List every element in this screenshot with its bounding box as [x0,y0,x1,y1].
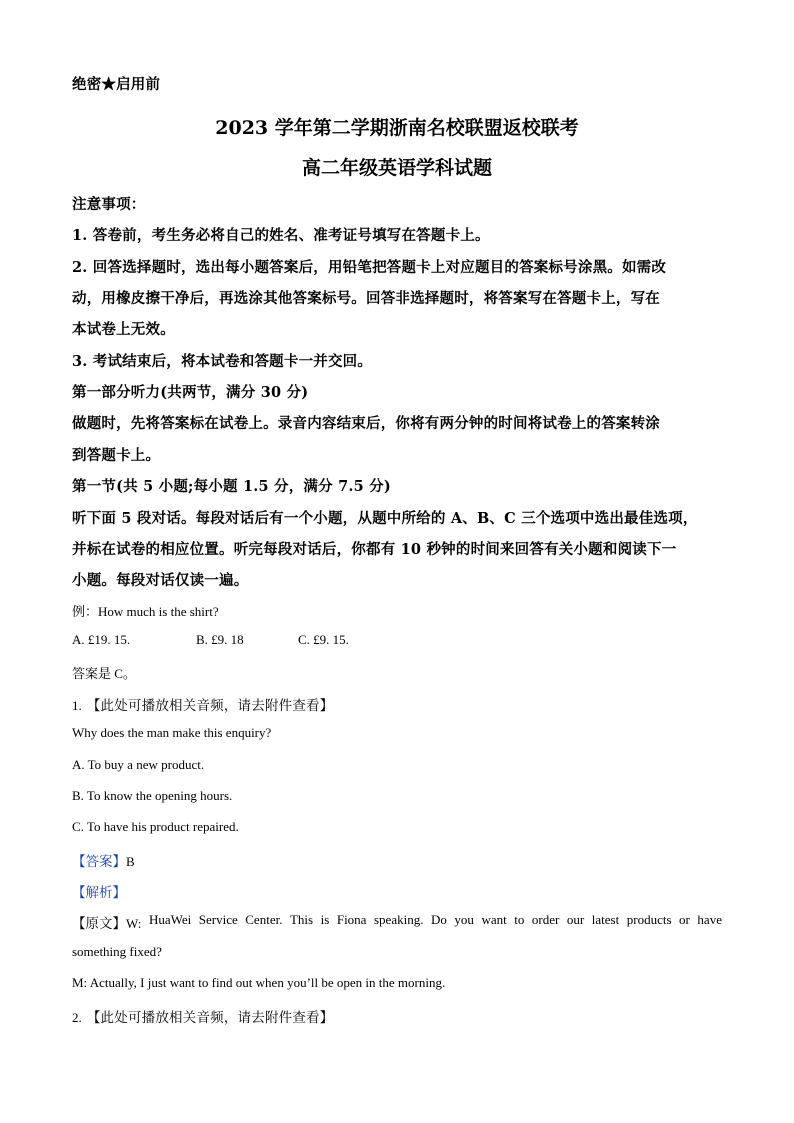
directions-line-3: 小题。每段对话仅读一遍。 [72,572,249,589]
notice-heading: 注意事项： [72,196,146,213]
source-word: you [454,912,474,927]
q1-option-a: A. To buy a new product. [72,757,205,772]
source-word: our [566,912,585,927]
q2-audio-note: 【此处可播放相关音频，请去附件查看】 [86,1010,334,1026]
source-word: latest [591,912,620,927]
q2-header [72,1006,333,1026]
example-option-b: B. £9. 18 [196,632,244,647]
q1-analysis-tag: 【解析】 [72,885,126,901]
q1-source-line-3: M: Actually, I just want to find out when you’ll be open in the morning. [72,975,446,990]
source-word: This [289,912,314,927]
section1-heading: 第一节(共 5 小题;每小题 1.5 分，满分 7.5 分) [72,478,391,495]
source-word: have [697,912,722,927]
q1-answer [72,850,135,870]
source-word: to [514,912,525,927]
q2-number: 2. [72,1010,82,1025]
notice-item-2-line-1: 2. 回答选择题时，选出每小题答案后，用铅笔把答题卡上对应题目的答案标号涂黑。如需改 [72,259,667,276]
notice-item-1: 1. 答卷前，考生务必将自己的姓名、准考证号填写在答题卡上。 [72,227,490,244]
part1-intro-line-2: 到答题卡上。 [72,447,161,464]
source-word: Service [198,912,238,927]
exam-title: 2023 学年第二学期浙南名校联盟返校联考 [215,117,579,139]
source-word: W: [126,916,142,931]
q1-option-b: B. To know the opening hours. [72,788,233,803]
source-word: products [626,912,672,927]
source-word: want [481,912,507,927]
q1-option-c: C. To have his product repaired. [72,819,239,834]
example-option-c: C. £9. 15. [298,632,349,647]
q1-header [72,694,333,714]
source-word: HuaWei [148,912,192,927]
directions-line-2: 并标在试卷的相应位置。听完每段对话后，你都有 10 秒钟的时间来回答有关小题和阅读下一 [72,541,677,558]
q1-answer-value: B [126,854,135,869]
source-word: speaking. [374,912,424,927]
example-prefix: 例： [72,604,99,619]
confidential-label: 绝密★启用前 [72,76,161,93]
source-word: Fiona [336,912,367,927]
q1-source-line-1 [72,912,722,932]
example-option-a: A. £19. 15. [72,632,131,647]
source-word: order [531,912,560,927]
q1-number: 1. [72,698,82,713]
notice-item-3: 3. 考试结束后，将本试卷和答题卡一并交回。 [72,353,373,370]
part1-heading: 第一部分听力(共两节，满分 30 分) [72,384,309,401]
q1-source-tag: 【原文】 [72,916,126,932]
source-word: Center. [245,912,283,927]
directions-line-1: 听下面 5 段对话。每段对话后有一个小题，从题中所给的 A、B、C 三个选项中选出最佳选项， [72,510,698,527]
source-word: or [679,912,690,927]
exam-subtitle: 高二年级英语学科试题 [301,157,492,179]
source-word: is [320,912,330,927]
q1-question: Why does the man make this enquiry? [72,725,272,740]
part1-intro-line-1: 做题时，先将答案标在试卷上。录音内容结束后，你将有两分钟的时间将试卷上的答案转涂 [72,415,660,432]
source-word: Do [431,912,447,927]
q1-source-line-2: something fixed? [72,944,162,959]
q1-source-start [72,912,141,932]
notice-item-2-line-2: 动，用橡皮擦干净后，再选涂其他答案标号。回答非选择题时，将答案写在答题卡上，写在 [72,290,660,307]
example-question: How much is the shirt? [98,604,219,619]
example-answer: 答案是 C。 [72,666,136,681]
example-question-row [72,601,219,620]
q1-answer-tag: 【答案】 [72,854,126,870]
q1-audio-note: 【此处可播放相关音频，请去附件查看】 [86,698,334,714]
notice-item-2-line-3: 本试卷上无效。 [72,321,175,338]
